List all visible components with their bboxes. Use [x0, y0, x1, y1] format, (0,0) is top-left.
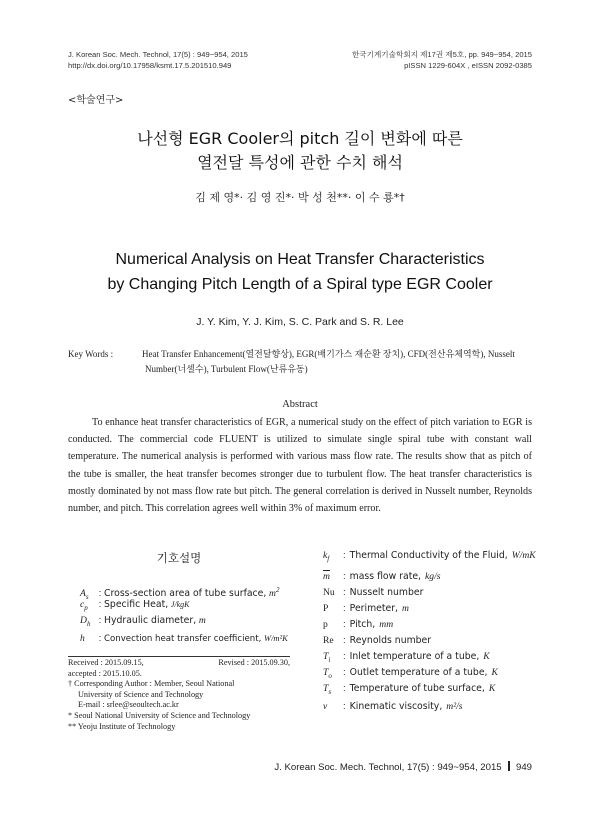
nomenclature-item-convection: h : Convection heat transfer coefficient, W/m²K: [80, 633, 288, 644]
nomenclature-description: Thermal Conductivity of the Fluid,: [349, 550, 508, 561]
corresponding-author-affiliation: University of Science and Technology: [78, 689, 204, 699]
nomenclature-description: mass flow rate,: [349, 571, 422, 582]
nomenclature-symbol: p: [323, 619, 328, 630]
nomenclature-heading: 기호설명: [156, 551, 202, 565]
english-title-line2: by Changing Pitch Length of a Spiral type EGR Cooler: [107, 276, 493, 293]
nomenclature-symbol: $\overline{m}$: [323, 571, 330, 582]
unit-specific-heat: J/kgK: [170, 600, 190, 609]
korean-authors: 김 제 영*· 김 영 진*· 박 성 천**· 이 수 룡*†: [195, 191, 405, 204]
journal-citation-header: [68, 49, 248, 71]
symbol-A: $A_s$: [80, 588, 89, 602]
nomenclature-right-item: $\overline{m}$ : mass flow rate, kg/s: [323, 571, 441, 582]
keywords-line2: Number(너셀수), Turbulent Flow(난류유동): [145, 364, 308, 374]
nomenclature-symbol: Nu: [323, 587, 335, 598]
footer-separator: [508, 761, 510, 771]
nomenclature-right-item: $T_i$ : Inlet temperature of a tube, K: [323, 650, 490, 667]
footer-page-number: 949: [515, 762, 532, 773]
nomenclature-right-item: ν : Kinematic viscosity, m²/s: [323, 701, 463, 712]
nomenclature-right-item: Re : Reynolds number: [323, 635, 432, 646]
nomenclature-symbol: ν: [323, 701, 328, 712]
header-korean-citation: 한국기계기술학회지 제17권 제5호, pp. 949~954, 2015: [351, 50, 532, 59]
nomenclature-description: Outlet temperature of a tube,: [349, 667, 488, 678]
symbol-c: $c_p$: [80, 599, 88, 612]
abstract-heading: Abstract: [282, 399, 318, 410]
nomenclature-symbol: $k_f$: [323, 550, 330, 563]
affiliation-2: ** Yeoju Institute of Technology: [68, 721, 176, 731]
nomenclature-description: Perimeter,: [349, 603, 398, 614]
nomenclature-unit: K: [483, 651, 490, 662]
symbol-h: h: [80, 633, 85, 644]
footnote-divider: [68, 656, 290, 657]
nomenclature-description: Temperature of tube surface,: [349, 683, 485, 694]
received-date: Received : 2015.09.15,: [68, 658, 144, 667]
affiliation-1: * Seoul National University of Science and Technology: [68, 710, 251, 720]
desc-hydraulic-diameter: Hydraulic diameter,: [104, 615, 197, 626]
keywords-list: [142, 347, 534, 377]
page-footer: [274, 761, 532, 773]
journal-issn-header: [352, 49, 532, 71]
nomenclature-description: Nusselt number: [349, 587, 424, 598]
revised-date: Revised : 2015.09.30,: [218, 658, 290, 667]
nomenclature-unit: m²/s: [446, 701, 463, 712]
nomenclature-item-hydraulic-diameter: $D_h$ : Hydraulic diameter, m: [80, 614, 206, 631]
author-email[interactable]: E-mail : srlee@seoultech.ac.kr: [78, 700, 179, 710]
unit-convection: W/m²K: [263, 633, 288, 643]
section-tag: <학술연구>: [68, 95, 124, 106]
nomenclature-symbol: $T_o$: [323, 667, 332, 680]
nomenclature-right-item: P : Perimeter, m: [323, 603, 409, 614]
nomenclature-unit: mm: [379, 619, 394, 630]
nomenclature-right-item: p : Pitch, mm: [323, 619, 394, 630]
nomenclature-symbol: Re: [323, 635, 334, 646]
nomenclature-right-item: Nu : Nusselt number: [323, 587, 424, 598]
keywords-label: Key Words :: [68, 349, 114, 359]
header-doi-link[interactable]: http://dx.doi.org/10.17958/ksmt.17.5.201510.949: [68, 61, 232, 70]
nomenclature-symbol: P: [323, 603, 329, 614]
nomenclature-symbol: $T_i$: [323, 651, 331, 664]
corresponding-author: † Corresponding Author : Member, Seoul National: [68, 679, 235, 689]
english-authors: J. Y. Kim, Y. J. Kim, S. C. Park and S. R. Lee: [196, 316, 404, 328]
accepted-date: accepted : 2015.10.05.: [68, 668, 142, 678]
nomenclature-unit: K: [491, 667, 498, 678]
korean-title-line2: 열전달 특성에 관한 수치 해석: [197, 153, 403, 172]
nomenclature-right-item: $T_o$ : Outlet temperature of a tube, K: [323, 666, 498, 683]
received-revised-line: [68, 658, 290, 669]
keywords-label-text: Key Words: [68, 349, 109, 359]
nomenclature-unit: W/mK: [511, 550, 536, 561]
abstract-body: To enhance heat transfer characteristics of EGR, a numerical study on the effect of pitch variation to EGR is conducted. The commercial code FLUENT is utilized to simulate single spiral tube with constant wall temperature. The numerical analysis is performed with various mass flow rate. The results show that as pitch of the tube is smaller, the heat transfer becomes stronger due to turbulent flow. The heat transfer characteristics is mostly dominated by not mass flow rate but pitch. The general correlation is derived in Nusselt number, Reynolds number, and pitch. This correlation agrees well within 3% of maximum error.: [68, 417, 532, 515]
footer-citation: J. Korean Soc. Mech. Technol, 17(5) : 949~954, 2015: [274, 762, 502, 773]
unit-hydraulic-diameter: m: [198, 615, 206, 626]
nomenclature-description: Kinematic viscosity,: [349, 701, 443, 712]
unit-area: $m^2$: [269, 586, 280, 600]
nomenclature-description: Inlet temperature of a tube,: [349, 651, 480, 662]
desc-area: Cross-section area of tube surface,: [104, 588, 267, 600]
korean-title-line1: 나선형 EGR Cooler의 pitch 길이 변화에 따른: [137, 129, 463, 148]
nomenclature-description: Reynolds number: [349, 635, 432, 646]
nomenclature-item-area: $A_s$ : Cross-section area of tube surface, $m^2$: [80, 583, 279, 604]
english-title-line1: Numerical Analysis on Heat Transfer Characteristics: [115, 251, 485, 268]
header-citation: J. Korean Soc. Mech. Technol, 17(5) : 949~954, 2015: [68, 50, 248, 59]
nomenclature-unit: kg/s: [425, 571, 441, 582]
nomenclature-unit: K: [488, 683, 496, 694]
nomenclature-right-item: $k_f$ : Thermal Conductivity of the Fluid, W/mK: [323, 549, 536, 566]
nomenclature-symbol: $T_s$: [323, 683, 332, 696]
desc-convection: Convection heat transfer coefficient,: [104, 634, 262, 644]
symbol-D: $D_h$: [80, 615, 91, 628]
nomenclature-description: Pitch,: [349, 619, 376, 630]
desc-specific-heat: Specific Heat,: [104, 599, 169, 610]
nomenclature-item-specific-heat: $c_p$ : Specific Heat, J/kgK: [80, 598, 190, 615]
nomenclature-right-item: $T_s$ : Temperature of tube surface, K: [323, 682, 495, 699]
header-issn: pISSN 1229-604X , eISSN 2092-0385: [404, 61, 532, 70]
footnotes: [68, 658, 290, 732]
nomenclature-unit: m: [402, 603, 409, 614]
keywords-line1: Heat Transfer Enhancement(열전달향상), EGR(배기가스 재순환 장치), CFD(전산유체역학), Nusselt: [142, 349, 515, 359]
